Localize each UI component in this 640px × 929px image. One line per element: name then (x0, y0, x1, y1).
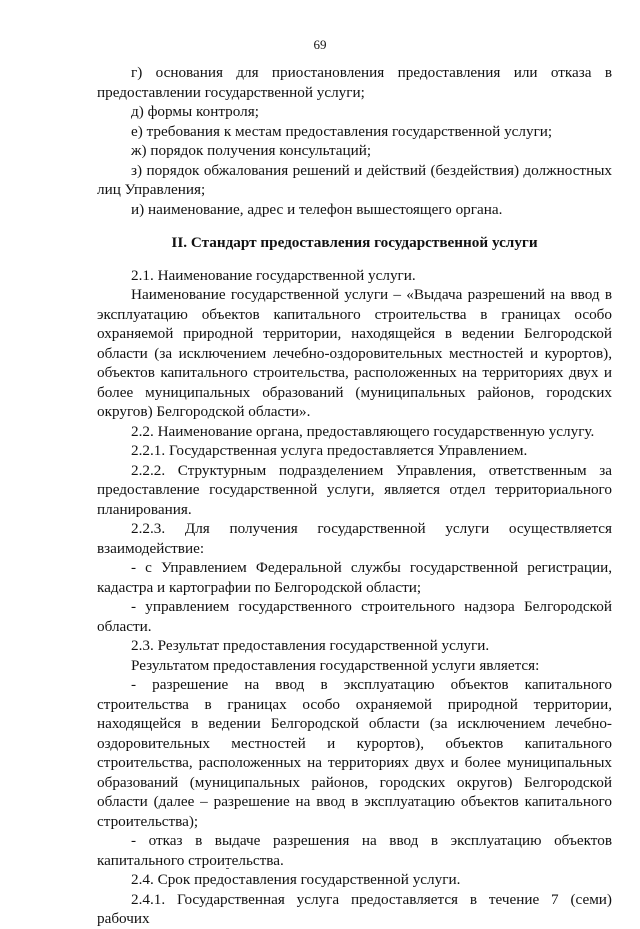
paragraph-2-2-1: 2.2.1. Государственная услуга предоставляется Управлением. (131, 442, 528, 459)
paragraph-2-3: 2.3. Результат предоставления государственной услуги. (131, 637, 490, 654)
paragraph-z: з) порядок обжалования решений и действий (бездействия) должностных лиц Управления; (97, 161, 612, 198)
paragraph-g: г) основания для приостановления предоставления или отказа в предоставлении государственной услуги; (97, 64, 612, 101)
paragraph-result-intro: Результатом предоставления государственной услуги является: (131, 656, 540, 674)
paragraph-2-2-2: 2.2.2. Структурным подразделением Управления, ответственным за предоставление государственной услуги, является отдел территориального планирования. (97, 461, 612, 518)
paragraph-e: е) требования к местам предоставления государственной услуги; (131, 122, 553, 140)
section-heading: II. Стандарт предоставления государственной услуги (171, 234, 538, 251)
paragraph-2-2-3: 2.2.3. Для получения государственной услуги осуществляется взаимодействие: (97, 520, 612, 557)
scan-speck (226, 868, 229, 869)
paragraph-i: и) наименование, адрес и телефон вышестоящего органа. (131, 200, 503, 218)
paragraph-zh: ж) порядок получения консультаций; (131, 142, 372, 159)
paragraph-2-4: 2.4. Срок предоставления государственной услуги. (131, 871, 461, 888)
paragraph-2-2: 2.2. Наименование органа, предоставляющего государственную услугу. (131, 422, 595, 440)
list-item-construction-supervision: - управлением государственного строительного надзора Белгородской области. (97, 598, 612, 635)
paragraph-service-name: Наименование государственной услуги – «Выдача разрешений на ввод в эксплуатацию объектов капитального строительства в границах особо охраняемой природной территории, находящейся в ведении Белгородской области (за исключением лечебно-оздоровительных местностей и курортов), объектов капитального строительства, расположенных на территориях двух и более муниципальных образований (муниципальных районов, городских округов) Белгородской области». (97, 286, 612, 420)
document-body (97, 63, 612, 929)
paragraph-d: д) формы контроля; (131, 103, 259, 120)
paragraph-2-1: 2.1. Наименование государственной услуги. (131, 266, 416, 284)
paragraph-2-4-1: 2.4.1. Государственная услуга предоставляется в течение 7 (семи) рабочих (97, 890, 612, 927)
list-item-rosreestr: - с Управлением Федеральной службы государственной регистрации, кадастра и картографии по Белгородской области; (97, 559, 612, 596)
list-item-refusal: - отказ в выдаче разрешения на ввод в эксплуатацию объектов капитального строительства. (97, 832, 612, 869)
list-item-permit: - разрешение на ввод в эксплуатацию объектов капитального строительства в границах особо охраняемой природной территории, находящейся в ведении Белгородской области (за исключением лечебно-оздоровительных местностей и курортов), объектов капитального строительства, расположенных на территориях двух и более муниципальных образований (муниципальных районов, городских округов) Белгородской области (далее – разрешение на ввод в эксплуатацию объектов капитального строительства); (97, 676, 612, 830)
page-number: 69 (313, 37, 327, 52)
